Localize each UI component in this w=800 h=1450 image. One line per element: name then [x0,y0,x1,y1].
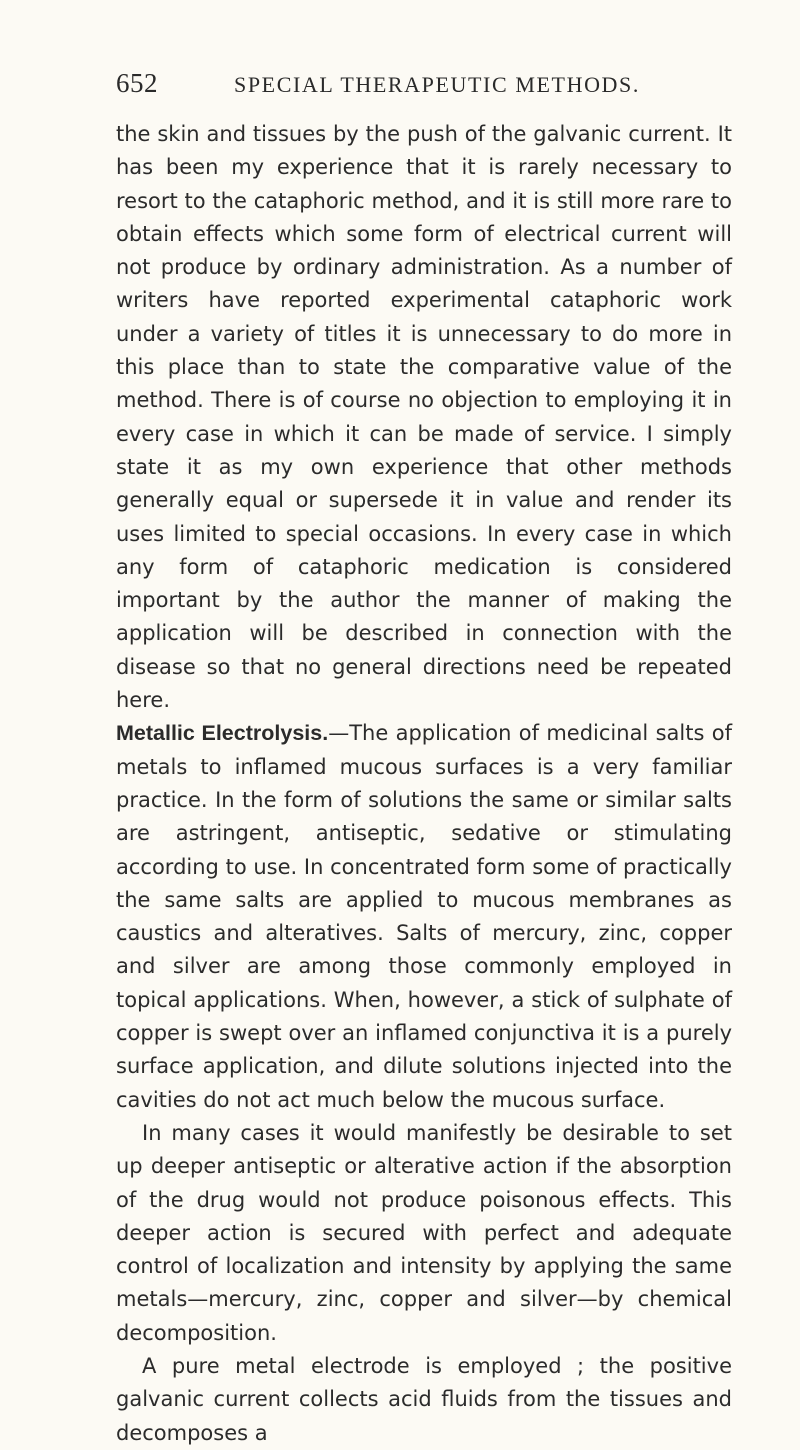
running-title: SPECIAL THERAPEUTIC METHODS. [234,72,640,97]
page-number: 652 [116,68,158,98]
paragraph: A pure metal electrode is employed ; the positive galvanic current collects acid fluids from the tissues and decomposes a [116,1353,732,1445]
paragraph: In many cases it would manifestly be desirable to set up deeper antiseptic or alterative action if the absorption of the drug would not produce poisonous effects. This deeper action is secured with perfect and adequate control of localization and intensity by applying the same metals—mercury, zinc, copper and silver—by chemical decomposition. [116,1120,732,1345]
body-text [116,118,732,1450]
paragraph-metallic-electrolysis [116,717,732,1117]
page-header [116,68,716,104]
paragraph-continued: the skin and tissues by the push of the galvanic current. It has been my experience that it is rarely necessary to resort to the cataphoric method, and it is still more rare to obtain effects which some form of electrical current will not produce by ordinary administration. As a number of writers have reported experimental cataphoric work under a variety of titles it is unnecessary to do more in this place than to state the comparative value of the method. There is of course no objection to employing it in every case in which it can be made of service. I simply state it as my own experience that other methods generally equal or supersede it in value and render its uses limited to special occasions. In every case in which any form of cataphoric medication is considered important by the author the manner of making the application will be described in connection with the disease so that no general directions need be repeated here. [116,122,732,713]
paragraph-text: —The application of medicinal salts of metals to inflamed mucous surfaces is a very familiar practice. In the form of solutions the same or similar salts are astringent, antiseptic, sedative or stimulating according to use. In concentrated form some of practically the same salts are applied to mucous membranes as caustics and alteratives. Salts of mercury, zinc, copper and silver are among those commonly employed in topical applications. When, however, a stick of sulphate of copper is swept over an inflamed conjunctiva it is a purely surface application, and dilute solutions injected into the cavities do not act much below the mucous surface. [116,721,733,1112]
section-heading: Metallic Electrolysis. [116,721,329,746]
